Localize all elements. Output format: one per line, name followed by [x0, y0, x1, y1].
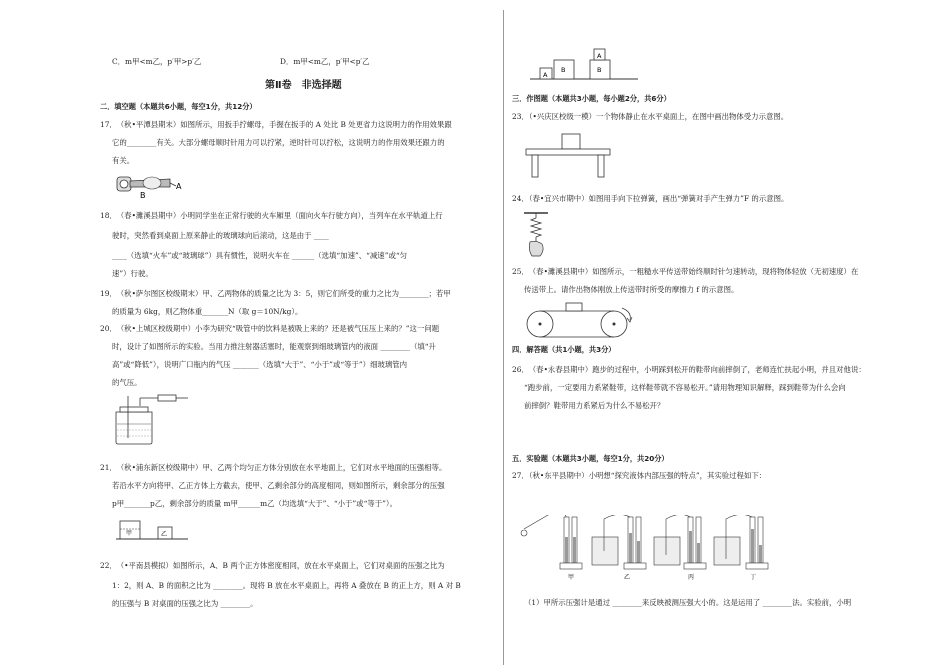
manometer-ding: [714, 515, 768, 569]
answer-section-header: 四．解答题（共1小题，共3分）: [512, 345, 616, 354]
experiment-section-header: 五．实验题（本题共3小题，每空1分，共20分）: [512, 454, 669, 463]
choice-d: D．m甲<m乙，p′甲<p′乙: [280, 57, 370, 66]
q27-text: 27．（秋•东平县期中）小明想“探究液体内部压强的特点”，其实验过程如下：: [512, 471, 767, 480]
q23-text: 23．（•兴庆区校级一模）一个物体静止在水平桌面上，在图中画出物体受力示意图。: [512, 112, 789, 121]
cubes-figure: [114, 515, 194, 543]
choice-c: C．m甲<m乙，p′甲>p′乙: [112, 57, 202, 66]
syringe-bottle-figure: [112, 394, 192, 446]
q17-line3: 有关。: [112, 156, 135, 165]
fig-label-jia: 甲: [568, 574, 575, 581]
q24-text: 24．（春•宜兴市期中）如图用手向下拉弹簧，画出“弹簧对手产生弹力”F 的示意图。: [512, 194, 789, 203]
q21-line3: p甲_______p乙，剩余部分的质量 m甲______m乙（均选填“大于”、“小于”或“等于”）。: [112, 499, 397, 508]
fig-top-a1: A: [543, 71, 548, 79]
fig-label-yi: 乙: [624, 574, 631, 581]
manometer-jia: [521, 515, 582, 569]
fig-top-a2: A: [597, 52, 602, 60]
q27-sub1: （1）甲所示压强计是通过 ________来反映被测压强大小的。这是运用了 ________法。实验前，小明: [524, 598, 852, 607]
q19-line1: 19． （秋•萨尔图区校级期末）甲、乙两物体的质量之比为 3：5，则它们所受的重力之比为________；若甲: [100, 289, 451, 298]
q22-line2: 1：2，则 A、B 的面积之比为 ________。现将 B 放在水平桌面上，再将 A 叠放在 B 的正上方，则 A 对 B: [112, 581, 461, 590]
fig-label-ding: 丁: [750, 574, 757, 581]
q19-line2: 的质量为 6kg，则乙物体重_______N（取 g＝10N/kg）。: [112, 307, 303, 316]
q21-line1: 21． （秋•浦东新区校级期中）甲、乙两个均匀正方体分别放在水平地面上，它们对水平地面的压强相等。: [100, 463, 447, 472]
draw-section-header: 三．作图题（本题共3小题，每小题2分，共6分）: [512, 94, 671, 103]
q21-label-jia: 甲: [126, 530, 133, 537]
manometer-bing: [654, 515, 706, 569]
q17-label-a: A: [176, 182, 182, 191]
column-divider: [503, 10, 504, 665]
q25-line1: 25． （春•濉溪县期中）如图所示，一粗糙水平传送带始终顺时针匀速转动，现将物体轻放（无初速度）在: [512, 267, 859, 276]
manometer-figures: [518, 515, 788, 581]
q18-line3: ____（选填“火车”或“玻璃球”）具有惯性，说明火车在 ______（选填“加速”、“减速”或“匀: [112, 251, 408, 260]
q22-line1: 22． （•平南县模拟）如图所示，A、B 两个正方体密度相同，放在水平桌面上，它们对桌面的压强之比为: [100, 561, 445, 570]
q20-line3: 高”或“降低”），说明广口瓶内的气压 _______（选填“大于”、“小于”或“等于”）细玻璃管内: [112, 360, 408, 369]
q26-line2: “跑步前，一定要用力系紧鞋带，这样鞋带就不容易松开。”请用物理知识解释，踩到鞋带为什么会向: [524, 383, 846, 392]
q20-line4: 的气压。: [112, 378, 142, 387]
fig-label-bing: 丙: [688, 574, 695, 581]
spring-hand-figure: [522, 210, 562, 258]
q22-line3: 的压强与 B 对桌面的压强之比为 ________。: [112, 599, 258, 608]
stacked-blocks-figure: [530, 48, 640, 82]
fig-top-b2: B: [597, 66, 602, 74]
q18-line2: 驶时，突然看到桌面上原来静止的玻璃球向后滚动，这是由于 ____: [112, 231, 329, 240]
q17-line2: 它的________有关。大部分螺母顺时针用力可以拧紧，逆时针可以拧松，这说明力的作用效果还跟力的: [112, 138, 445, 147]
conveyor-figure: [522, 302, 642, 342]
q18-line4: 速”）行驶。: [112, 269, 153, 278]
q17-line1: 17． （秋•平潭县期末）如图所示，用扳手拧螺母，手握在扳手的 A 处比 B 处更省力这说明力的作用效果跟: [100, 120, 452, 129]
q26-line1: 26． （春•永春县期中）跑步的过程中，小明踩到松开的鞋带向前摔倒了，老师连忙扶起小明，并且对他说：: [512, 365, 866, 374]
table-block-figure: [524, 128, 614, 180]
part-title: 第Ⅱ卷 非选择题: [265, 80, 342, 91]
fill-section-header: 二．填空题（本题共6小题，每空1分，共12分）: [100, 102, 257, 111]
q18-line1: 18． （春•濉溪县期中）小明同学坐在正常行驶的火车厢里（面向火车行驶方向），当列车在水平轨道上行: [100, 211, 443, 220]
q21-label-yi: 乙: [161, 531, 168, 538]
wrench-figure: [116, 172, 186, 202]
q20-line2: 时，设计了如图所示的实验。当用力推注射器活塞时，能观察到细玻璃管内的液面 ________（填“升: [112, 342, 436, 351]
q21-line2: 若沿水平方向将甲、乙正方体上方截去，使甲、乙剩余部分的高度相同，则如图所示，剩余部分的压强: [112, 481, 445, 490]
q26-line3: 前摔倒？鞋带用力系紧后为什么不易松开？: [524, 401, 665, 410]
manometer-yi: [592, 515, 646, 569]
fig-top-b1: B: [561, 66, 566, 74]
q20-line1: 20． （秋•上城区校级期中）小李为研究“吸管中的饮料是被吸上来的？还是被气压压上来的？”这一问题: [100, 324, 440, 333]
q17-label-b: B: [140, 191, 146, 200]
q25-line2: 传送带上。请作出物体刚放上传送带时所受的摩擦力 f 的示意图。: [524, 285, 739, 294]
